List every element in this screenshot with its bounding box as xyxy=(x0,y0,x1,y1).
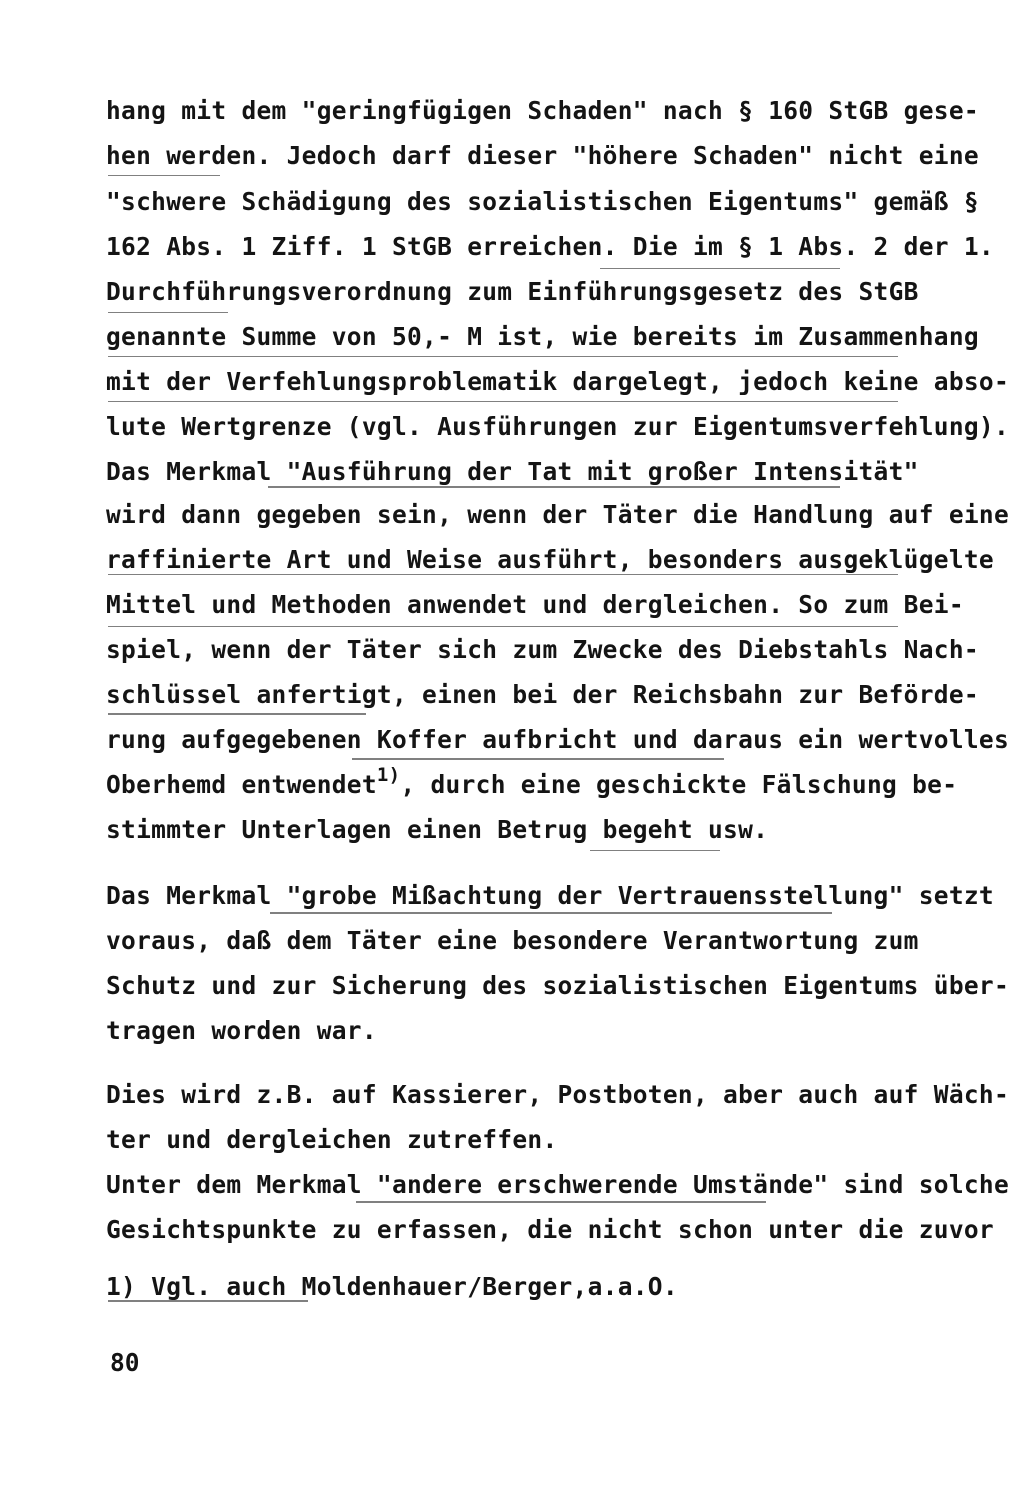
text-line-9: Das Merkmal "Ausführung der Tat mit großer Intensität" xyxy=(106,457,919,486)
pencil-mark xyxy=(108,626,898,627)
pencil-mark xyxy=(108,356,898,357)
pencil-mark xyxy=(270,912,832,914)
text-line-24: Unter dem Merkmal "andere erschwerende Umstände" sind solche xyxy=(106,1170,1010,1199)
pencil-mark xyxy=(352,758,724,760)
footnote-marker: 1) xyxy=(376,764,401,786)
text-line-13: spiel, wenn der Täter sich zum Zwecke des Diebstahls Nach- xyxy=(106,635,979,664)
text-line-14: schlüssel anfertigt, einen bei der Reichsbahn zur Beförde- xyxy=(106,680,979,709)
pencil-mark xyxy=(600,268,840,269)
pencil-mark xyxy=(108,312,228,313)
pencil-mark xyxy=(268,486,840,488)
footnote-rule xyxy=(108,1300,308,1302)
pencil-mark xyxy=(108,713,366,715)
text-line-6: genannte Summe von 50,- M ist, wie bereits im Zusammenhang xyxy=(106,322,979,351)
text-line-1: hang mit dem "geringfügigen Schaden" nach § 160 StGB gese- xyxy=(106,96,979,125)
text-line-22: Dies wird z.B. auf Kassierer, Postboten, aber auch auf Wäch- xyxy=(106,1080,1010,1109)
text-line-11: raffinierte Art und Weise ausführt, besonders ausgeklügelte xyxy=(106,545,994,574)
text-line-5: Durchführungsverordnung zum Einführungsgesetz des StGB xyxy=(106,277,919,306)
text-line-23: ter und dergleichen zutreffen. xyxy=(106,1125,558,1154)
pencil-mark xyxy=(356,1201,766,1203)
text-line-10: wird dann gegeben sein, wenn der Täter die Handlung auf eine xyxy=(106,500,1010,529)
text-line-19: voraus, daß dem Täter eine besondere Verantwortung zum xyxy=(106,926,919,955)
footnote: 1) Vgl. auch Moldenhauer/Berger,a.a.O. xyxy=(106,1272,678,1301)
text-line-16-start: Oberhemd entwendet xyxy=(106,770,377,799)
text-line-17: stimmter Unterlagen einen Betrug begeht usw. xyxy=(106,815,769,844)
pencil-mark xyxy=(108,175,220,176)
page-number: 80 xyxy=(110,1348,140,1377)
pencil-mark xyxy=(590,850,720,851)
text-line-12: Mittel und Methoden anwendet und dergleichen. So zum Bei- xyxy=(106,590,964,619)
text-line-2: hen werden. Jedoch darf dieser "höhere Schaden" nicht eine xyxy=(106,141,979,170)
text-line-4: 162 Abs. 1 Ziff. 1 StGB erreichen. Die im § 1 Abs. 2 der 1. xyxy=(106,232,994,261)
text-line-21: tragen worden war. xyxy=(106,1016,377,1045)
pencil-mark xyxy=(108,401,898,402)
text-line-15: rung aufgegebenen Koffer aufbricht und daraus ein wertvolles xyxy=(106,725,1010,754)
pencil-mark xyxy=(108,574,898,575)
text-line-16-end: , durch eine geschickte Fälschung be- xyxy=(400,770,958,799)
text-line-25: Gesichtspunkte zu erfassen, die nicht schon unter die zuvor xyxy=(106,1215,994,1244)
text-line-16 xyxy=(106,764,958,802)
text-line-18: Das Merkmal "grobe Mißachtung der Vertrauensstellung" setzt xyxy=(106,881,994,910)
text-line-3: "schwere Schädigung des sozialistischen Eigentums" gemäß § xyxy=(106,187,979,216)
text-line-20: Schutz und zur Sicherung des sozialistischen Eigentums über- xyxy=(106,971,1010,1000)
text-line-7: mit der Verfehlungsproblematik dargelegt, jedoch keine abso- xyxy=(106,367,1010,396)
text-line-8: lute Wertgrenze (vgl. Ausführungen zur Eigentumsverfehlung). xyxy=(106,412,1010,441)
